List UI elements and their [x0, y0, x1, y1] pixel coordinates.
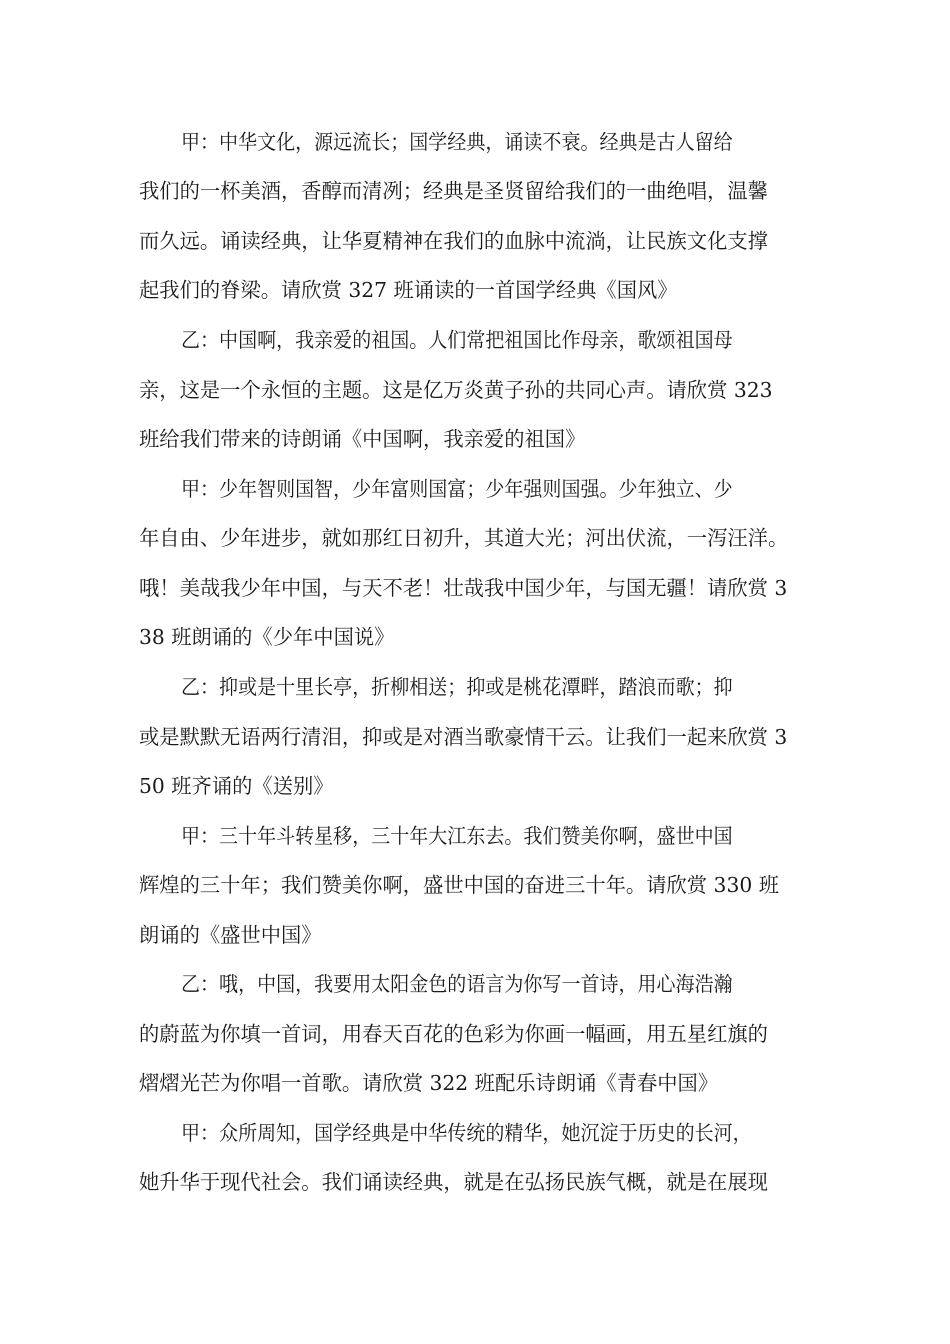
- paragraph-line: 熠熠光芒为你唱一首歌。请欣赏 322 班配乐诗朗诵《青春中国》: [139, 1071, 719, 1095]
- paragraph-line: 哦！美哉我少年中国，与天不老！壮哉我中国少年，与国无疆！请欣赏 3: [139, 576, 788, 600]
- paragraph-line: 50 班齐诵的《送别》: [139, 774, 334, 798]
- paragraph-line: 乙：中国啊，我亲爱的祖国。人们常把祖国比作母亲，歌颂祖国母: [181, 328, 733, 352]
- paragraph-line: 甲：少年智则国智，少年富则国富；少年强则国强。少年独立、少: [181, 477, 733, 501]
- paragraph-line: 辉煌的三十年；我们赞美你啊，盛世中国的奋进三十年。请欣赏 330 班: [139, 873, 780, 897]
- paragraph-line: 或是默默无语两行清泪，抑或是对酒当歌豪情干云。让我们一起来欣赏 3: [139, 725, 788, 749]
- paragraph-line: 亲，这是一个永恒的主题。这是亿万炎黄子孙的共同心声。请欣赏 323: [139, 378, 773, 402]
- paragraph-line: 我们的一杯美酒，香醇而清冽；经典是圣贤留给我们的一曲绝唱，温馨: [139, 179, 768, 203]
- paragraph-line: 乙：哦，中国，我要用太阳金色的语言为你写一首诗，用心海浩瀚: [181, 972, 733, 996]
- paragraph-line: 她升华于现代社会。我们诵读经典，就是在弘扬民族气概，就是在展现: [139, 1170, 768, 1194]
- paragraph-line: 年自由、少年进步，就如那红日初升，其道大光；河出伏流，一泻汪洋。: [139, 526, 789, 550]
- paragraph-line: 甲：中华文化，源远流长；国学经典，诵读不衰。经典是古人留给: [181, 130, 733, 154]
- paragraph-line: 乙：抑或是十里长亭，折柳相送；抑或是桃花潭畔，踏浪而歌；抑: [181, 675, 733, 699]
- paragraph-line: 38 班朗诵的《少年中国说》: [139, 625, 395, 649]
- paragraph-line: 起我们的脊梁。请欣赏 327 班诵读的一首国学经典《国风》: [139, 278, 678, 302]
- paragraph-line: 朗诵的《盛世中国》: [139, 923, 322, 947]
- paragraph-line: 班给我们带来的诗朗诵《中国啊，我亲爱的祖国》: [139, 427, 586, 451]
- paragraph-line: 而久远。诵读经典，让华夏精神在我们的血脉中流淌，让民族文化支撑: [139, 229, 768, 253]
- paragraph-line: 的蔚蓝为你填一首词，用春天百花的色彩为你画一幅画，用五星红旗的: [139, 1022, 768, 1046]
- paragraph-line: 甲：众所周知，国学经典是中华传统的精华，她沉淀于历史的长河，: [181, 1121, 752, 1145]
- paragraph-line: 甲：三十年斗转星移，三十年大江东去。我们赞美你啊，盛世中国: [181, 824, 733, 848]
